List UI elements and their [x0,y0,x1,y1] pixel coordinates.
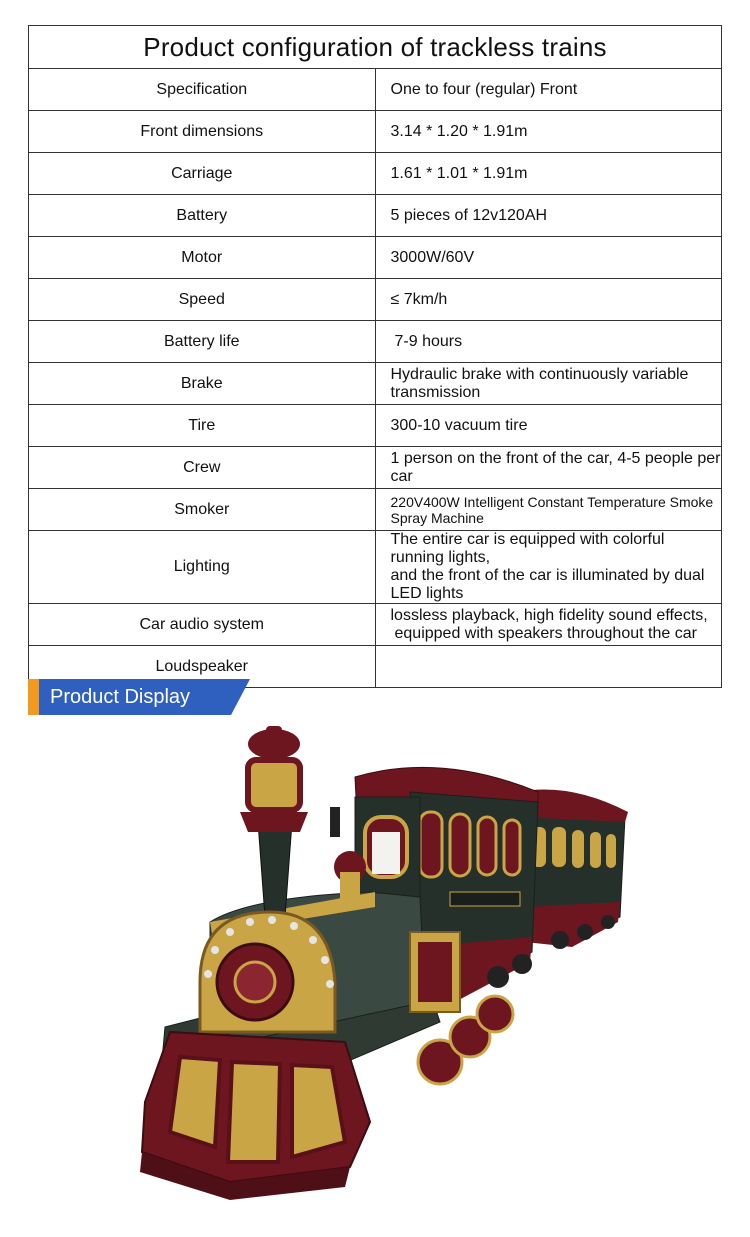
table-row [29,111,722,153]
table-row [29,489,722,531]
row-value-line: lossless playback, high fidelity sound effects, [390,606,708,624]
table-row [29,279,722,321]
row-label: Battery [29,195,376,237]
row-value: 300-10 vacuum tire [375,405,722,447]
row-value-line: equipped with speakers throughout the car [394,624,697,642]
table-row [29,237,722,279]
row-label: Carriage [29,153,376,195]
row-value: ≤ 7km/h [375,279,722,321]
row-value-line: and the front of the car is illuminated by dual LED lights [390,567,705,602]
row-label: Crew [29,447,376,489]
row-value: Hydraulic brake with continuously variable transmission [375,363,722,405]
row-value: 220V400W Intelligent Constant Temperature Smoke Spray Machine [375,489,722,531]
row-value [375,531,722,604]
row-value: 1 person on the front of the car, 4-5 people per car [375,447,722,489]
table-row [29,153,722,195]
smokestack [240,726,366,917]
row-value: 5 pieces of 12v120AH [375,195,722,237]
table-row [29,69,722,111]
row-label: Front dimensions [29,111,376,153]
row-value: One to four (regular) Front [375,69,722,111]
product-display-banner [28,679,250,715]
row-label: Loudspeaker [29,646,376,688]
row-label: Tire [29,405,376,447]
row-value: 1.61 * 1.01 * 1.91m [375,153,722,195]
row-label: Brake [29,363,376,405]
row-label: Smoker [29,489,376,531]
row-value: 3.14 * 1.20 * 1.91m [375,111,722,153]
cowcatcher-front [140,1032,370,1200]
product-config-table [28,25,722,688]
table-row [29,531,722,604]
section-heading: Product Display [50,686,191,708]
train-image [120,722,640,1212]
row-label: Motor [29,237,376,279]
table-row [29,405,722,447]
row-label: Specification [29,69,376,111]
row-value-line: The entire car is equipped with colorful running lights, [390,531,665,566]
table-row [29,321,722,363]
row-value [375,604,722,646]
row-label: Car audio system [29,604,376,646]
row-value: 3000W/60V [375,237,722,279]
row-label: Battery life [29,321,376,363]
row-value [375,646,722,688]
table-row [29,604,722,646]
table-row [29,363,722,405]
table-row [29,447,722,489]
boiler-front [200,912,335,1032]
row-value: 7-9 hours [375,321,722,363]
table-row [29,195,722,237]
row-label: Speed [29,279,376,321]
row-label: Lighting [29,531,376,604]
banner-accent [28,679,39,715]
table-title: Product configuration of trackless trains [29,26,722,69]
